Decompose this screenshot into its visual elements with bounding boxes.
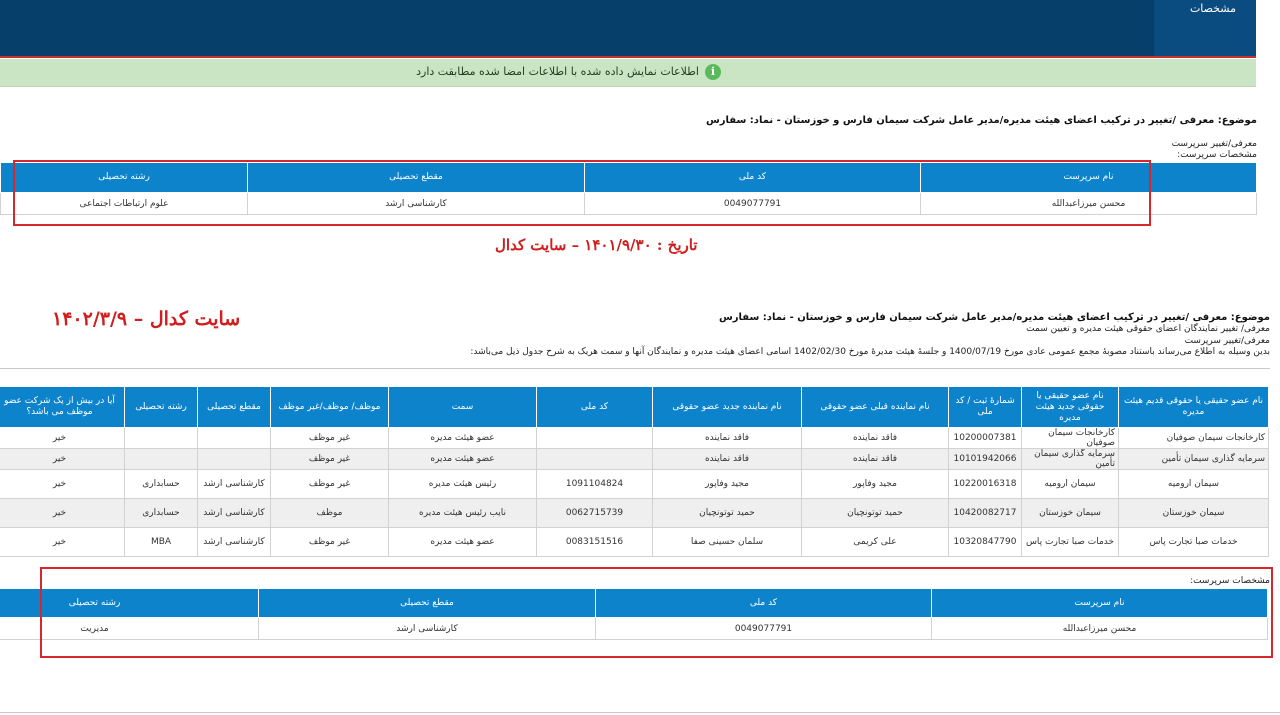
info-icon: i [705,64,721,80]
cell: نایب رئیس هیئت مدیره [389,499,537,528]
cell: کارشناسی ارشد [198,528,271,557]
col-national-code: کد ملی [537,387,653,428]
cell [537,428,653,449]
cell: 10320847790 [949,528,1022,557]
board-members-table [0,386,1269,557]
cell: 10420082717 [949,499,1022,528]
section1-line1: معرفی/تغییر سرپرست [1171,139,1257,149]
cell: سیمان خوزستان [1022,499,1119,528]
cell: عضو هیئت مدیره [389,528,537,557]
annotation-date-1: تاریخ : ۱۴۰۱/۹/۳۰ – سایت کدال [495,236,698,254]
cell: خیر [0,449,125,470]
cell: MBA [125,528,198,557]
cell: 0083151516 [537,528,653,557]
cell: سرمایه گذاری سیمان تأمین [1022,449,1119,470]
col-multi-company: آیا در بیش از یک شرکت عضو موظف می باشد؟ [0,387,125,428]
cell-field: مدیریت [0,618,259,640]
cell: فاقد نماینده [802,449,949,470]
cell-supervisor-name: محسن میرزاعبدالله [932,618,1268,640]
info-message: اطلاعات نمایش داده شده با اطلاعات امضا شده مطابقت دارد [416,65,699,78]
cell-supervisor-name: محسن میرزاعبدالله [921,193,1257,215]
cell: 0062715739 [537,499,653,528]
cell [537,449,653,470]
col-position: سمت [389,387,537,428]
cell: سیمان ارومیه [1119,470,1269,499]
section2-line3: بدین وسیله به اطلاع می‌رساند باستناد مصوبهٔ مجمع عمومی عادی مورخ 1400/07/19 و جلسهٔ هیئت مدیرهٔ مورخ 1402/02/30 اسامی اعضای هیئت مدیره و نمایندگان آنها و سمت هریک به شرح جدول ذیل می‌باشد: [470,347,1270,357]
section2-line2: معرفی/تغییر سرپرست [1184,336,1270,346]
cell: خدمات صبا تجارت پاس [1119,528,1269,557]
cell: فاقد نماینده [802,428,949,449]
cell: خدمات صبا تجارت پاس [1022,528,1119,557]
cell: مجید وفاپور [653,470,802,499]
bottom-divider [0,712,1280,713]
cell: غیر موظف [271,428,389,449]
cell: حسابداری [125,470,198,499]
annotation-date-2: سایت کدال – ۱۴۰۲/۳/۹ [52,308,241,330]
section2-line1: معرفی/ تغییر نمایندگان اعضای حقوقی هیئت مدیره و تعیین سمت [1026,324,1270,334]
table-row [0,428,1269,449]
cell: عضو هیئت مدیره [389,449,537,470]
cell-degree: کارشناسی ارشد [248,193,585,215]
col-field: رشته تحصیلی [1,163,248,193]
cell: 10101942066 [949,449,1022,470]
table-row [0,470,1269,499]
cell: 10200007381 [949,428,1022,449]
col-new-member: نام عضو حقیقی یا حقوقی جدید هیئت مدیره [1022,387,1119,428]
cell: علی کریمی [802,528,949,557]
table-row [0,499,1269,528]
col-supervisor-name: نام سرپرست [921,163,1257,193]
top-header-bar [0,0,1256,58]
col-field: رشته تحصیلی [125,387,198,428]
cell-degree: کارشناسی ارشد [259,618,596,640]
cell: سرمایه گذاری سیمان تأمین [1119,449,1269,470]
col-national-code: کد ملی [585,163,921,193]
col-degree: مقطع تحصیلی [198,387,271,428]
cell-national-code: 0049077791 [596,618,932,640]
cell: سیمان ارومیه [1022,470,1119,499]
tab-label: مشخصات [1189,2,1236,15]
col-degree: مقطع تحصیلی [248,163,585,193]
cell: غیر موظف [271,470,389,499]
table-row [0,528,1269,557]
cell [198,428,271,449]
cell: 10220016318 [949,470,1022,499]
col-supervisor-name: نام سرپرست [932,589,1268,618]
divider-line [0,368,1270,369]
cell: موظف [271,499,389,528]
cell: سیمان خوزستان [1119,499,1269,528]
cell [198,449,271,470]
col-new-rep: نام نماینده جدید عضو حقوقی [653,387,802,428]
cell: مجید وفاپور [802,470,949,499]
section2-subject: موضوع: معرفی /تغییر در ترکیب اعضای هیئت مدیره/مدیر عامل شرکت سیمان فارس و خوزستان - نماد: سفارس [718,312,1270,323]
cell: کارخانجات سیمان صوفیان [1022,428,1119,449]
cell: خیر [0,470,125,499]
cell: حمید توتونچیان [802,499,949,528]
col-prev-rep: نام نماینده قبلی عضو حقوقی [802,387,949,428]
tab-specifications[interactable] [1154,0,1256,56]
cell: 1091104824 [537,470,653,499]
cell: کارشناسی ارشد [198,499,271,528]
cell: سلمان حسینی صفا [653,528,802,557]
col-reg-number: شمارهٔ ثبت / کد ملی [949,387,1022,428]
section3-title: مشخصات سرپرست: [1190,576,1270,586]
cell: خیر [0,428,125,449]
cell: کارشناسی ارشد [198,470,271,499]
cell: رئیس هیئت مدیره [389,470,537,499]
highlight-box-1 [13,160,1151,226]
col-duty-status: موظف/ موظف/غیر موظف [271,387,389,428]
cell: فاقد نماینده [653,449,802,470]
info-banner [0,59,1256,87]
cell: کارخانجات سیمان صوفیان [1119,428,1269,449]
col-old-member: نام عضو حقیقی یا حقوقی قدیم هیئت مدیره [1119,387,1269,428]
col-field: رشته تحصیلی [0,589,259,618]
cell: عضو هیئت مدیره [389,428,537,449]
cell: خیر [0,528,125,557]
cell-national-code: 0049077791 [585,193,921,215]
cell: غیر موظف [271,449,389,470]
cell: فاقد نماینده [653,428,802,449]
cell [125,449,198,470]
section1-line2: مشخصات سرپرست: [1177,150,1257,160]
col-national-code: کد ملی [596,589,932,618]
cell: خیر [0,499,125,528]
highlight-box-2 [40,567,1273,658]
cell: حسابداری [125,499,198,528]
info-message-wrap [416,65,721,78]
cell: حمید توتونچیان [653,499,802,528]
section1-subject: موضوع: معرفی /تغییر در ترکیب اعضای هیئت مدیره/مدیر عامل شرکت سیمان فارس و خوزستان - نماد: سفارس [705,115,1257,126]
cell [125,428,198,449]
col-degree: مقطع تحصیلی [259,589,596,618]
table-row [0,449,1269,470]
cell-field: علوم ارتباطات اجتماعی [1,193,248,215]
cell: غیر موظف [271,528,389,557]
